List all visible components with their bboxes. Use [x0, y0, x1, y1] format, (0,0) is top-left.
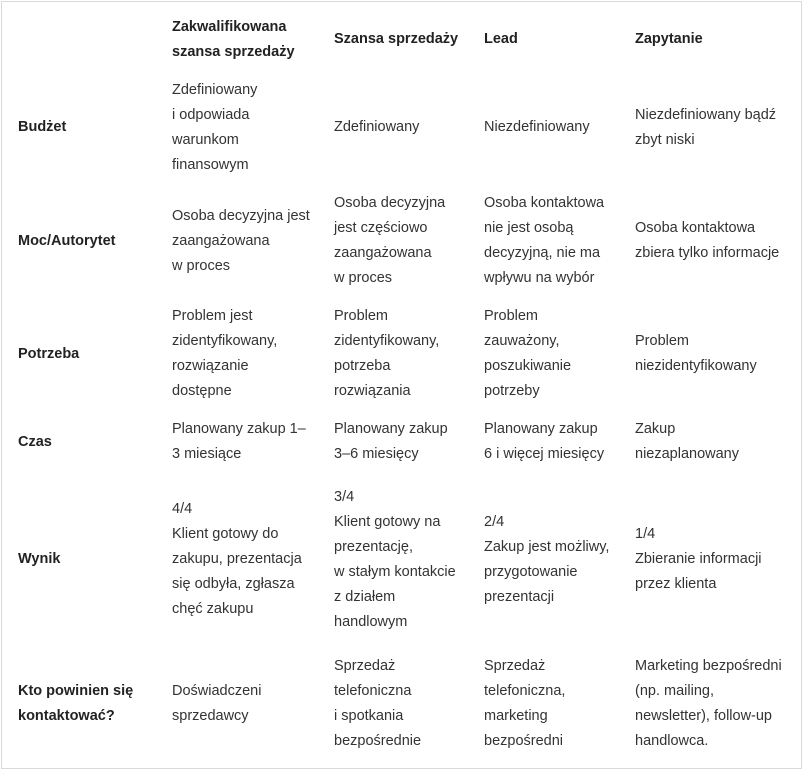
table-cell [468, 404, 619, 480]
cell-line: poszukiwanie [484, 358, 572, 374]
cell-line: Sprzedaż [484, 657, 546, 674]
cell-line: Problem [334, 308, 388, 324]
table-cell [468, 178, 619, 304]
table-header-row [2, 2, 803, 77]
table-cell [156, 639, 318, 768]
table-cell [318, 404, 468, 480]
cell-line: Osoba decyzyjna [334, 195, 446, 211]
header-line: Zapytanie [635, 31, 703, 47]
table-row-authority [2, 178, 803, 304]
table-cell [318, 178, 468, 304]
cell-line: 3 miesiące [172, 446, 242, 462]
cell-line: Niezdefiniowany [484, 119, 590, 135]
header-line: Szansa sprzedaży [334, 31, 459, 47]
cell-line: finansowym [172, 156, 249, 173]
cell-line: Zdefiniowany [334, 119, 420, 135]
cell-line: 3/4 [334, 488, 355, 505]
cell-line: Sprzedaż [334, 657, 396, 674]
cell-line: Planowany zakup [334, 421, 448, 437]
lead-qualification-table [2, 2, 803, 768]
cell-line: zbyt niski [635, 131, 695, 148]
row-label-line: Moc/Autorytet [18, 232, 116, 249]
header-inquiry [619, 2, 803, 77]
cell-line: handlowym [334, 613, 408, 630]
header-qualified-opportunity [156, 2, 318, 77]
cell-line: Problem [635, 333, 689, 349]
cell-line: i odpowiada [172, 106, 250, 123]
cell-line: 4/4 [172, 501, 193, 517]
table-cell [318, 304, 468, 404]
cell-line: bezpośrednie [334, 732, 422, 749]
table-cell [619, 77, 803, 178]
cell-line: Problem [484, 308, 538, 324]
row-label-score [2, 480, 156, 639]
cell-line: rozwiązania [334, 383, 411, 399]
table-cell [318, 639, 468, 768]
cell-line: Niezdefiniowany bądź [635, 106, 777, 123]
cell-line: przez klienta [635, 576, 717, 592]
table-cell [468, 639, 619, 768]
table-row-budget [2, 77, 803, 178]
lead-qualification-table-container [1, 1, 802, 769]
cell-line: newsletter), follow-up [635, 707, 772, 724]
row-label-line: Budżet [18, 119, 67, 135]
row-label-time [2, 404, 156, 480]
cell-line: i spotkania [334, 707, 404, 724]
table-cell [156, 77, 318, 178]
cell-line: w proces [172, 257, 231, 274]
table-row-score [2, 480, 803, 639]
cell-line: telefoniczna, [484, 682, 566, 699]
table-row-time [2, 404, 803, 480]
cell-line: telefoniczna [334, 682, 412, 699]
table-cell [619, 178, 803, 304]
cell-line: Problem jest [172, 308, 253, 324]
cell-line: zidentyfikowany, [172, 333, 278, 349]
cell-line: Doświadczeni [172, 682, 262, 699]
row-label-need [2, 304, 156, 404]
cell-line: prezentacji [484, 588, 555, 605]
row-label-line: kontaktować? [18, 707, 115, 724]
cell-line: chęć zakupu [172, 601, 254, 617]
table-cell [156, 480, 318, 639]
table-cell [156, 304, 318, 404]
cell-line: Klient gotowy na [334, 513, 441, 530]
cell-line: Osoba kontaktowa [635, 220, 756, 236]
cell-line: marketing [484, 707, 548, 724]
cell-line: Planowany zakup [484, 421, 598, 437]
table-cell [619, 404, 803, 480]
table-cell [318, 480, 468, 639]
cell-line: 2/4 [484, 513, 505, 530]
header-sales-opportunity [318, 2, 468, 77]
cell-line: rozwiązanie [172, 358, 249, 374]
row-label-authority [2, 178, 156, 304]
cell-line: Planowany zakup 1– [172, 421, 306, 437]
table-row-contact [2, 639, 803, 768]
cell-line: zauważony, [484, 333, 560, 349]
cell-line: 6 i więcej miesięcy [484, 446, 605, 462]
cell-line: w stałym kontakcie [334, 563, 456, 580]
table-cell [156, 404, 318, 480]
cell-line: decyzyjną, nie ma [484, 245, 601, 261]
row-label-line: Kto powinien się [18, 682, 134, 699]
cell-line: się odbyła, zgłasza [172, 576, 295, 592]
cell-line: zaangażowana [334, 245, 432, 261]
cell-line: warunkom [172, 131, 239, 148]
header-lead [468, 2, 619, 77]
table-row-need [2, 304, 803, 404]
table-cell [468, 480, 619, 639]
cell-line: potrzeba [334, 358, 391, 374]
cell-line: 3–6 miesięcy [334, 446, 419, 462]
cell-line: Zakup [635, 421, 676, 437]
cell-line: (np. mailing, [635, 682, 714, 699]
row-label-line: Potrzeba [18, 345, 80, 362]
table-cell [619, 480, 803, 639]
header-line: Zakwalifikowana [172, 18, 287, 35]
cell-line: jest częściowo [334, 220, 428, 236]
cell-line: dostępne [172, 383, 232, 399]
cell-line: sprzedawcy [172, 707, 249, 724]
cell-line: zbiera tylko informacje [635, 245, 780, 261]
cell-line: nie jest osobą [484, 220, 574, 236]
table-cell [468, 304, 619, 404]
table-cell [468, 77, 619, 178]
cell-line: niezidentyfikowany [635, 358, 757, 374]
cell-line: Zdefiniowany [172, 81, 258, 98]
cell-line: Klient gotowy do [172, 526, 279, 542]
row-label-contact [2, 639, 156, 768]
cell-line: prezentację, [334, 538, 413, 555]
cell-line: Marketing bezpośredni [635, 657, 782, 674]
cell-line: przygotowanie [484, 563, 578, 580]
row-label-budget [2, 77, 156, 178]
cell-line: Osoba decyzyjna jest [172, 207, 310, 224]
cell-line: w proces [334, 270, 393, 286]
cell-line: zakupu, prezentacja [172, 551, 302, 567]
row-label-line: Wynik [18, 551, 61, 567]
cell-line: z działem [334, 588, 396, 605]
table-cell [619, 304, 803, 404]
cell-line: 1/4 [635, 526, 656, 542]
cell-line: zaangażowana [172, 232, 270, 249]
cell-line: potrzeby [484, 383, 540, 399]
header-corner [2, 2, 156, 77]
cell-line: Zakup jest możliwy, [484, 538, 610, 555]
cell-line: handlowca. [635, 732, 709, 749]
row-label-line: Czas [18, 433, 52, 450]
header-line: szansa sprzedaży [172, 43, 295, 60]
table-cell [619, 639, 803, 768]
cell-line: niezaplanowany [635, 446, 739, 462]
table-cell [156, 178, 318, 304]
cell-line: Osoba kontaktowa [484, 195, 605, 211]
cell-line: bezpośredni [484, 732, 563, 749]
cell-line: Zbieranie informacji [635, 551, 762, 567]
header-line: Lead [484, 31, 518, 47]
cell-line: zidentyfikowany, [334, 333, 440, 349]
cell-line: wpływu na wybór [484, 270, 595, 286]
table-cell [318, 77, 468, 178]
